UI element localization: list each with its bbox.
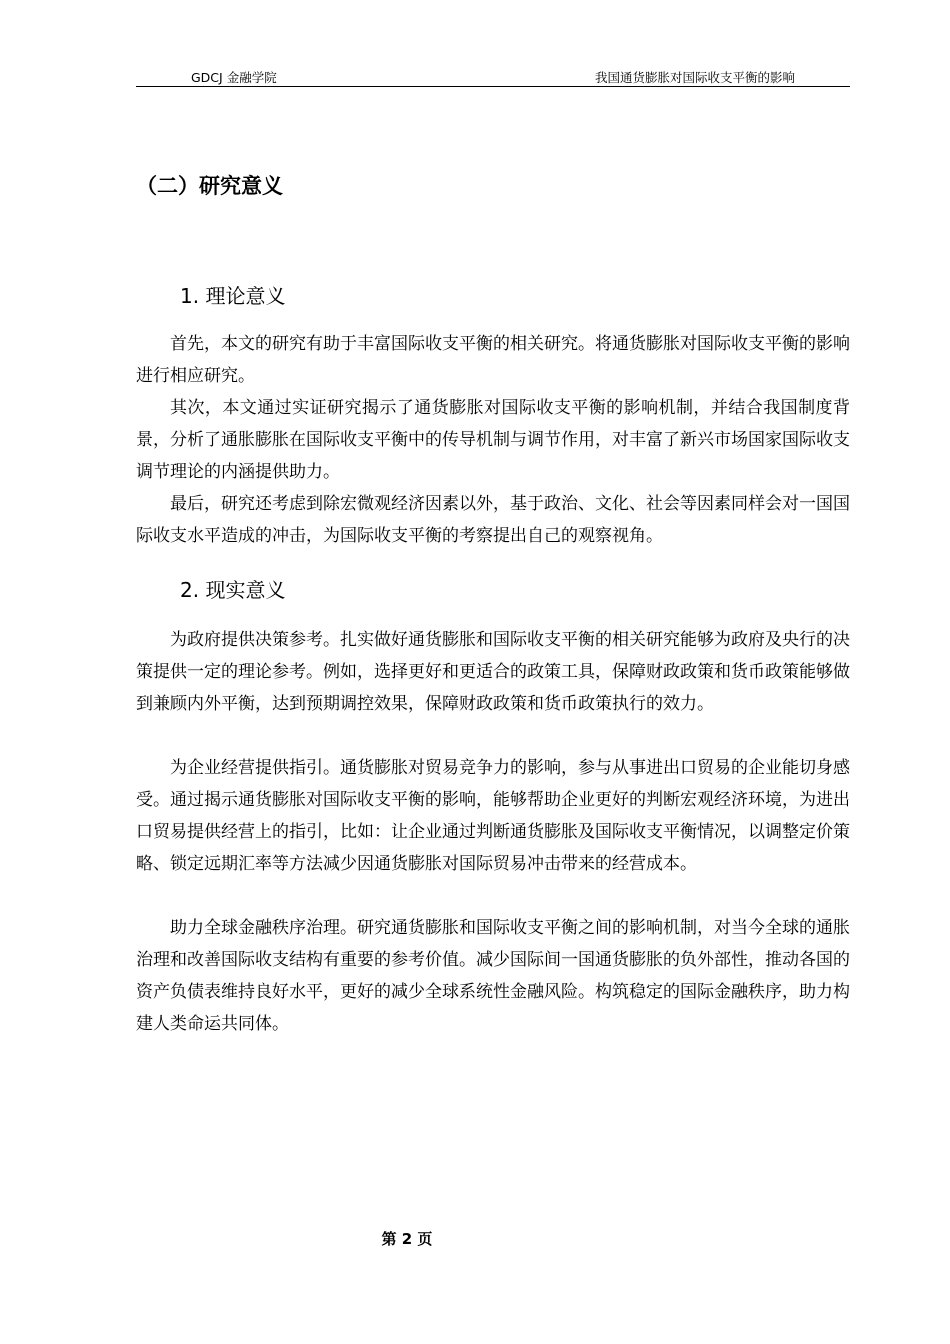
header-institution: GDCJ 金融学院 — [191, 70, 277, 85]
subsection-title-practical: 2. 现实意义 — [180, 578, 286, 602]
paragraph-practical-3: 助力全球金融秩序治理。研究通货膨胀和国际收支平衡之间的影响机制，对当今全球的通胀治理和改善国际收支结构有重要的参考价值。减少国际间一国通货膨胀的负外部性，推动各国的资产负债表维持良好水平，更好的减少全球系统性金融风险。构筑稳定的国际金融秩序，助力构建人类命运共同体。 — [136, 918, 850, 1034]
paragraph-practical-1: 为政府提供决策参考。扎实做好通货膨胀和国际收支平衡的相关研究能够为政府及央行的决策提供一定的理论参考。例如，选择更好和更适合的政策工具，保障财政政策和货币政策能够做到兼顾内外平衡，达到预期调控效果，保障财政政策和货币政策执行的效力。 — [136, 630, 850, 714]
subsection-title-theoretical: 1. 理论意义 — [180, 284, 286, 308]
paragraph-theoretical-2: 其次，本文通过实证研究揭示了通货膨胀对国际收支平衡的影响机制，并结合我国制度背景，分析了通胀膨胀在国际收支平衡中的传导机制与调节作用，对丰富了新兴市场国家国际收支调节理论的内涵提供助力。 — [136, 398, 850, 482]
page-number: 第 2 页 — [381, 1230, 433, 1248]
paragraph-theoretical-3: 最后，研究还考虑到除宏微观经济因素以外，基于政治、文化、社会等因素同样会对一国国际收支水平造成的冲击，为国际收支平衡的考察提出自己的观察视角。 — [136, 494, 850, 546]
paragraph-practical-2: 为企业经营提供指引。通货膨胀对贸易竞争力的影响，参与从事进出口贸易的企业能切身感受。通过揭示通货膨胀对国际收支平衡的影响，能够帮助企业更好的判断宏观经济环境，为进出口贸易提供经营上的指引，比如：让企业通过判断通货膨胀及国际收支平衡情况，以调整定价策略、锁定远期汇率等方法减少因通货膨胀对国际贸易冲击带来的经营成本。 — [136, 758, 850, 874]
paragraph-theoretical-1: 首先，本文的研究有助于丰富国际收支平衡的相关研究。将通货膨胀对国际收支平衡的影响进行相应研究。 — [136, 334, 850, 386]
section-title: （二）研究意义 — [136, 174, 283, 198]
page-header — [136, 66, 850, 87]
header-document-title: 我国通货膨胀对国际收支平衡的影响 — [594, 70, 795, 85]
